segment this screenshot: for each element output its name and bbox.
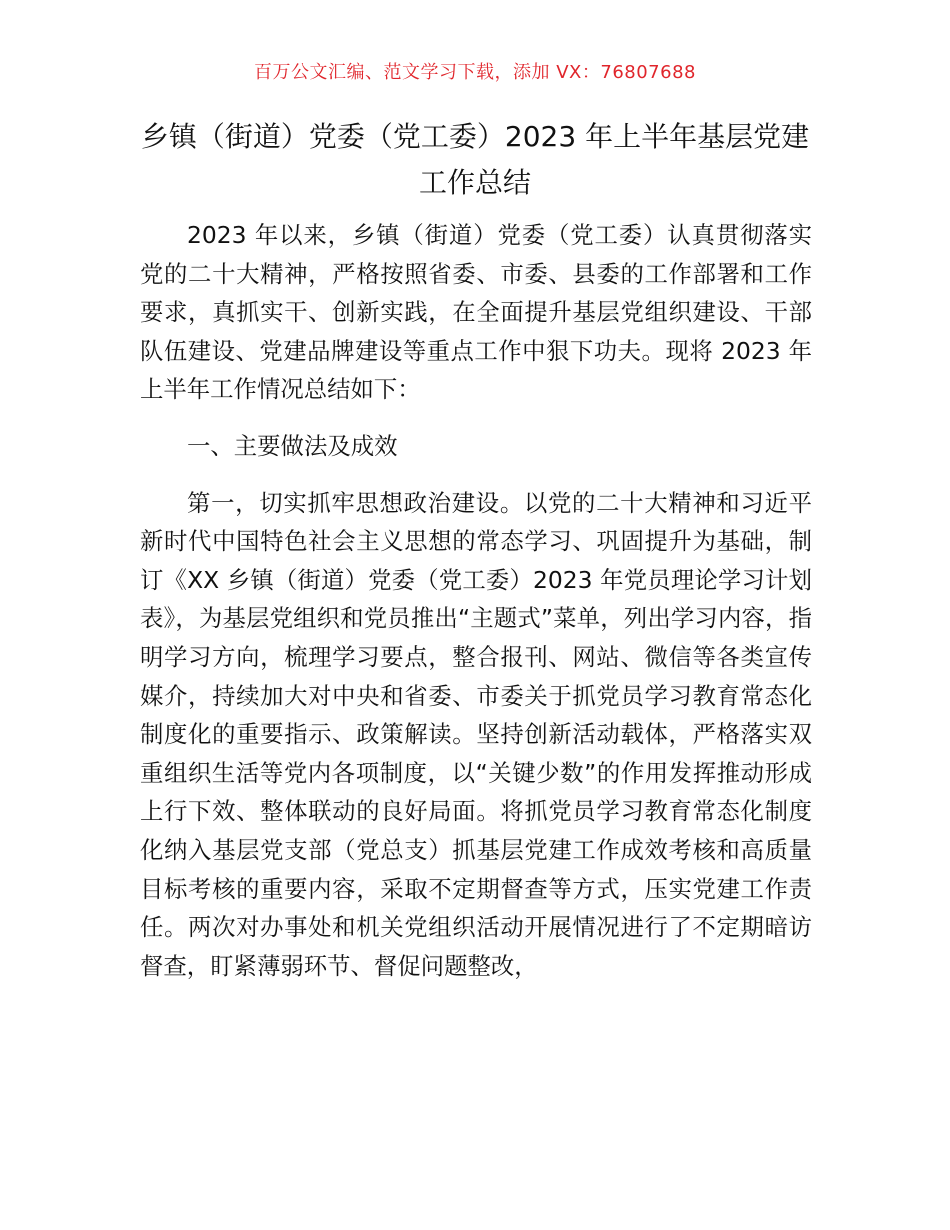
header-watermark-note: 百万公文汇编、范文学习下载，添加 VX：76807688 [254, 62, 696, 83]
document-title: 乡镇（街道）党委（党工委）2023 年上半年基层党建工作总结 [140, 120, 810, 199]
section-heading: 一、主要做法及成效 [187, 431, 398, 460]
intro-paragraph: 2023 年以来，乡镇（街道）党委（党工委）认真贯彻落实党的二十大精神，严格按照省委、市委、县委的工作部署和工作要求，真抓实干、创新实践，在全面提升基层党组织建设、干部队伍建设、党建品牌建设等重点工作中狠下功夫。现将 2023 年上半年工作情况总结如下： [140, 221, 812, 404]
body-paragraph: 第一，切实抓牢思想政治建设。以党的二十大精神和习近平新时代中国特色社会主义思想的常态学习、巩固提升为基础，制订《XX 乡镇（街道）党委（党工委）2023 年党员理论学习计划表》，为基层党组织和党员推出“主题式”菜单，列出学习内容，指明学习方向，梳理学习要点，整合报刊、网站、微信等各类宣传媒介，持续加大对中央和省委、市委关于抓党员学习教育常态化制度化的重要指示、政策解读。坚持创新活动载体，严格落实双重组织生活等党内各项制度，以“关键少数”的作用发挥推动形成上行下效、整体联动的良好局面。将抓党员学习教育常态化制度化纳入基层党支部（党总支）抓基层党建工作成效考核和高质量目标考核的重要内容，采取不定期督查等方式，压实党建工作责任。两次对办事处和机关党组织活动开展情况进行了不定期暗访督查，盯紧薄弱环节、督促问题整改， [140, 488, 812, 980]
document-body [140, 216, 812, 985]
